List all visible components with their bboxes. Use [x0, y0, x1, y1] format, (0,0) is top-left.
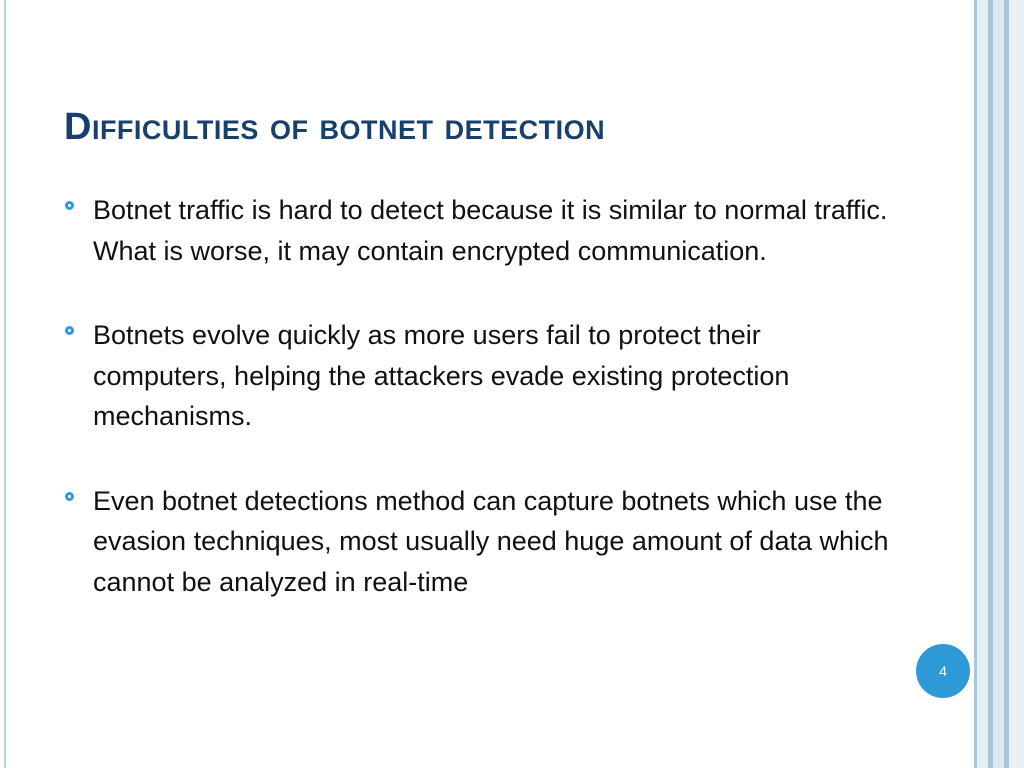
ring-bullet-icon: [65, 326, 74, 335]
bullet-text: Botnet traffic is hard to detect because it is similar to normal traffic. What is worse, it may contain encrypted communication.: [93, 195, 888, 266]
page-number-badge: 4: [916, 644, 970, 698]
decorative-stripe: [993, 0, 1004, 768]
decorative-stripe: [977, 0, 988, 768]
bullet-text: Botnets evolve quickly as more users fail to protect their computers, helping the attackers evade existing protection mechanisms.: [93, 320, 790, 431]
decorative-stripe: [1009, 0, 1024, 768]
slide-title: Difficulties of botnet detection: [64, 106, 606, 148]
bullet-item: [64, 315, 894, 437]
bullet-text: Even botnet detections method can capture botnets which use the evasion techniques, most usually need huge amount of data which cannot be analyzed in real-time: [93, 485, 889, 597]
ring-bullet-icon: [65, 201, 74, 210]
bullet-list: [64, 190, 894, 646]
left-frame-border: [4, 0, 6, 768]
ring-bullet-icon: [65, 492, 74, 501]
bullet-item: [64, 481, 894, 603]
bullet-item: [64, 190, 894, 271]
